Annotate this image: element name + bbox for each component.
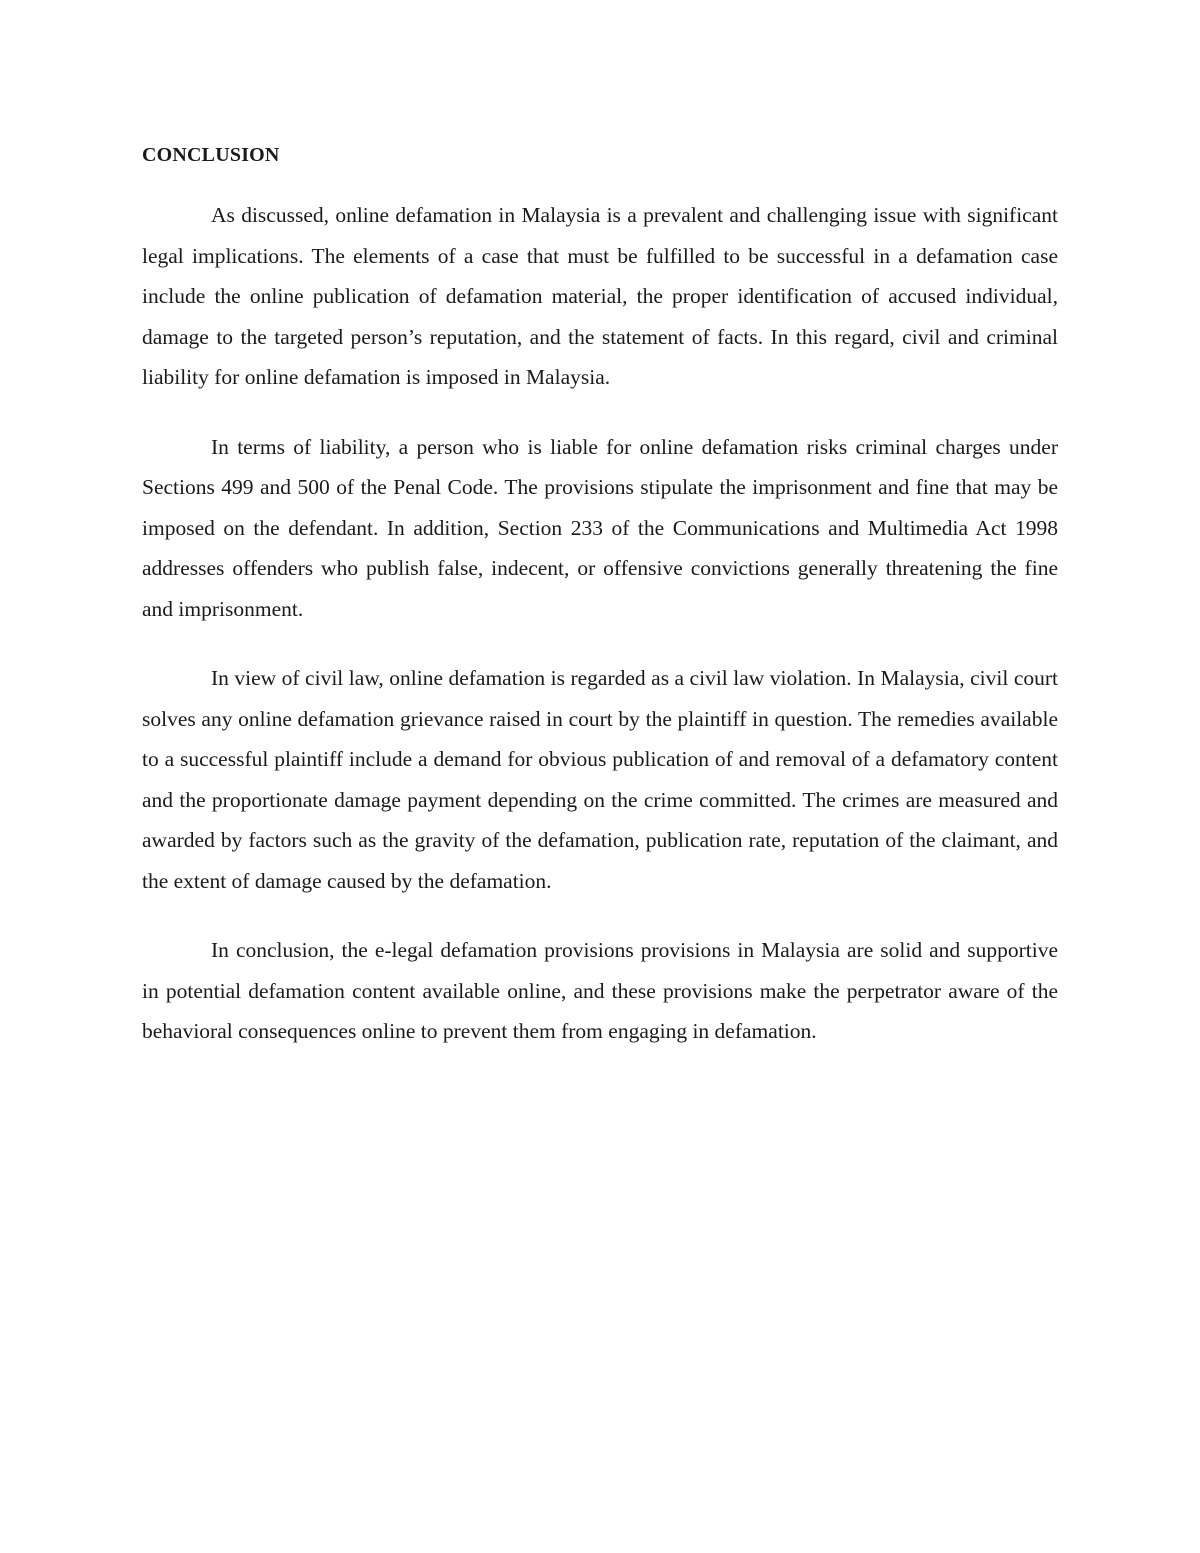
section-heading: CONCLUSION [142,144,280,166]
paragraph-civil-law: In view of civil law, online defamation is regarded as a civil law violation. In Malaysia, civil court solves any online defamation grievance raised in court by the plaintiff in question. The remedies available to a successful plaintiff include a demand for obvious publication of and removal of a defamatory content and the proportionate damage payment depending on the crime committed. The crimes are measured and awarded by factors such as the gravity of the defamation, publication rate, reputation of the claimant, and the extent of damage caused by the defamation. [142,666,1058,893]
paragraph-final-conclusion: In conclusion, the e-legal defamation provisions provisions in Malaysia are solid and supportive in potential defamation content available online, and these provisions make the perpetrator aware of the behavioral consequences online to prevent them from engaging in defamation. [142,938,1058,1043]
paragraph-overview: As discussed, online defamation in Malaysia is a prevalent and challenging issue with significant legal implications. The elements of a case that must be fulfilled to be successful in a defamation case include the online publication of defamation material, the proper identification of accused individual, damage to the targeted person’s reputation, and the statement of facts. In this regard, civil and criminal liability for online defamation is imposed in Malaysia. [142,203,1058,389]
paragraph-criminal-liability: In terms of liability, a person who is liable for online defamation risks criminal charges under Sections 499 and 500 of the Penal Code. The provisions stipulate the imprisonment and fine that may be imposed on the defendant. In addition, Section 233 of the Communications and Multimedia Act 1998 addresses offenders who publish false, indecent, or offensive convictions generally threatening the fine and imprisonment. [142,434,1058,621]
document-body [142,140,1058,1081]
